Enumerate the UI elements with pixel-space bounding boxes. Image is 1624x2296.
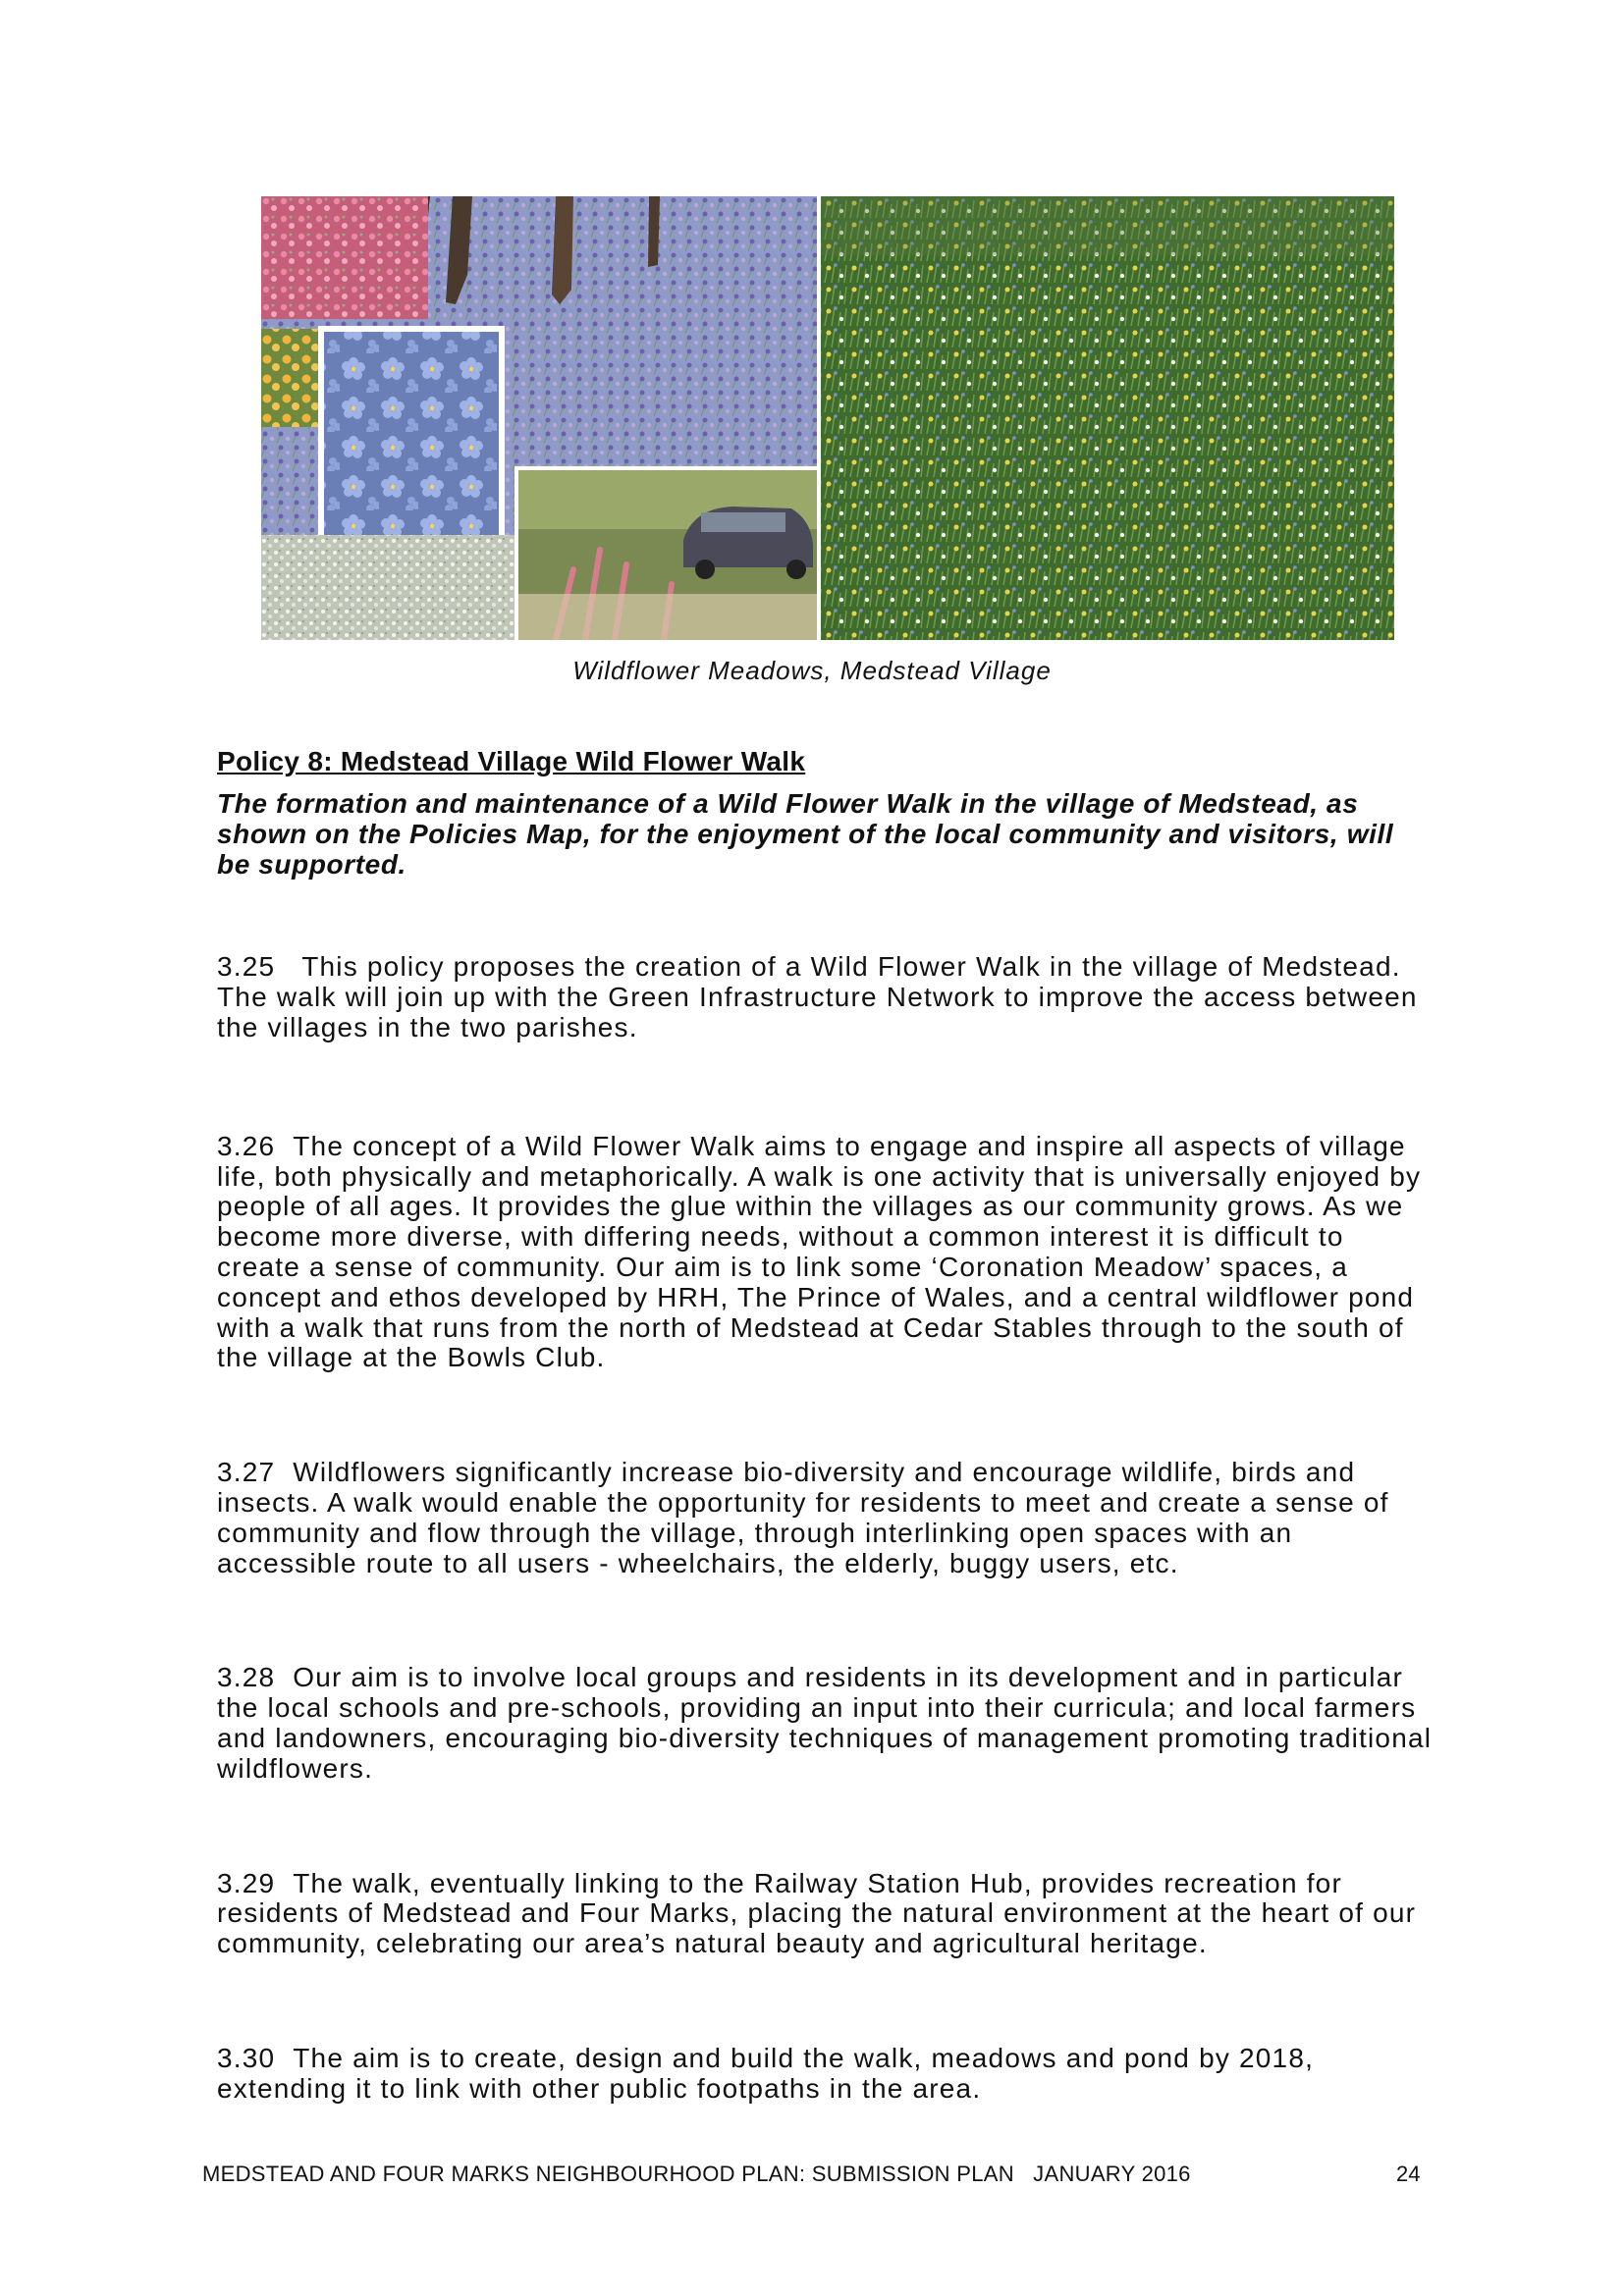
figure-caption: Wildflower Meadows, Medstead Village: [572, 656, 1052, 685]
paragraph-3-29: 3.29 The walk, eventually linking to the Railway Station Hub, provides recreation for residents of Medstead and Four Marks, placing the natural environment at the heart of our community, celebrating our area’s natural beauty and agricultural heritage.: [217, 1867, 1417, 1959]
yellow-flowers-photo: [261, 329, 322, 427]
white-flowers-photo: [261, 535, 518, 640]
footer-title: MEDSTEAD AND FOUR MARKS NEIGHBOURHOOD PLAN: SUBMISSION PLAN JANUARY 2016: [202, 2162, 1191, 2186]
paragraph-3-27: 3.27 Wildflowers significantly increase bio-diversity and encourage wildlife, birds and insects. A walk would enable the opportunity for residents to meet and create a sense of community and flow through the village, through interlinking open spaces with an accessible route to all users - wheelchairs, the elderly, buggy users, etc.: [217, 1457, 1389, 1578]
wildflower-meadow-photo: [821, 196, 1394, 640]
policy-heading: Policy 8: Medstead Village Wild Flower Walk: [217, 746, 806, 776]
paragraph-3-26: 3.26 The concept of a Wild Flower Walk aims to engage and inspire all aspects of village life, both physically and metaphorically. A walk is one activity that is universally enjoyed by people of all ages. It provides the glue within the villages as our community grows. As we become more diverse, with differing needs, without a common interest it is difficult to create a sense of community. Our aim is to link some ‘Coronation Meadow’ spaces, a concept and ethos developed by HRH, The Prince of Wales, and a central wildflower pond with a walk that runs from the north of Medstead at Cedar Stables through to the south of the village at the Bowls Club.: [217, 1130, 1422, 1373]
forget-me-not-photo: [318, 326, 505, 561]
wildflower-collage-image: [261, 196, 1394, 640]
pink-flowers-photo: [261, 196, 428, 319]
paragraph-3-28: 3.28 Our aim is to involve local groups and residents in its development and in particular the local schools and pre-schools, providing an input into their curricula; and local farmers and landowners, encouraging bio-diversity techniques of management promoting traditional wildflowers.: [217, 1662, 1433, 1784]
main-content: [217, 746, 1435, 2105]
page-number: 24: [1396, 2162, 1421, 2186]
policy-text: The formation and maintenance of a Wild Flower Walk in the village of Medstead, as shown on the Policies Map, for the enjoyment of the local community and visitors, will be supported.: [217, 788, 1394, 880]
paragraph-3-30: 3.30 The aim is to create, design and build the walk, meadows and pond by 2018, extending it to link with other public footpaths in the area.: [217, 2042, 1315, 2104]
paragraph-3-25: 3.25 This policy proposes the creation of a Wild Flower Walk in the village of Medstead. The walk will join up with the Green Infrastructure Network to improve the access between the villages in the two parishes.: [217, 951, 1418, 1042]
parked-car-and-pink-flowers-photo: [514, 466, 817, 640]
